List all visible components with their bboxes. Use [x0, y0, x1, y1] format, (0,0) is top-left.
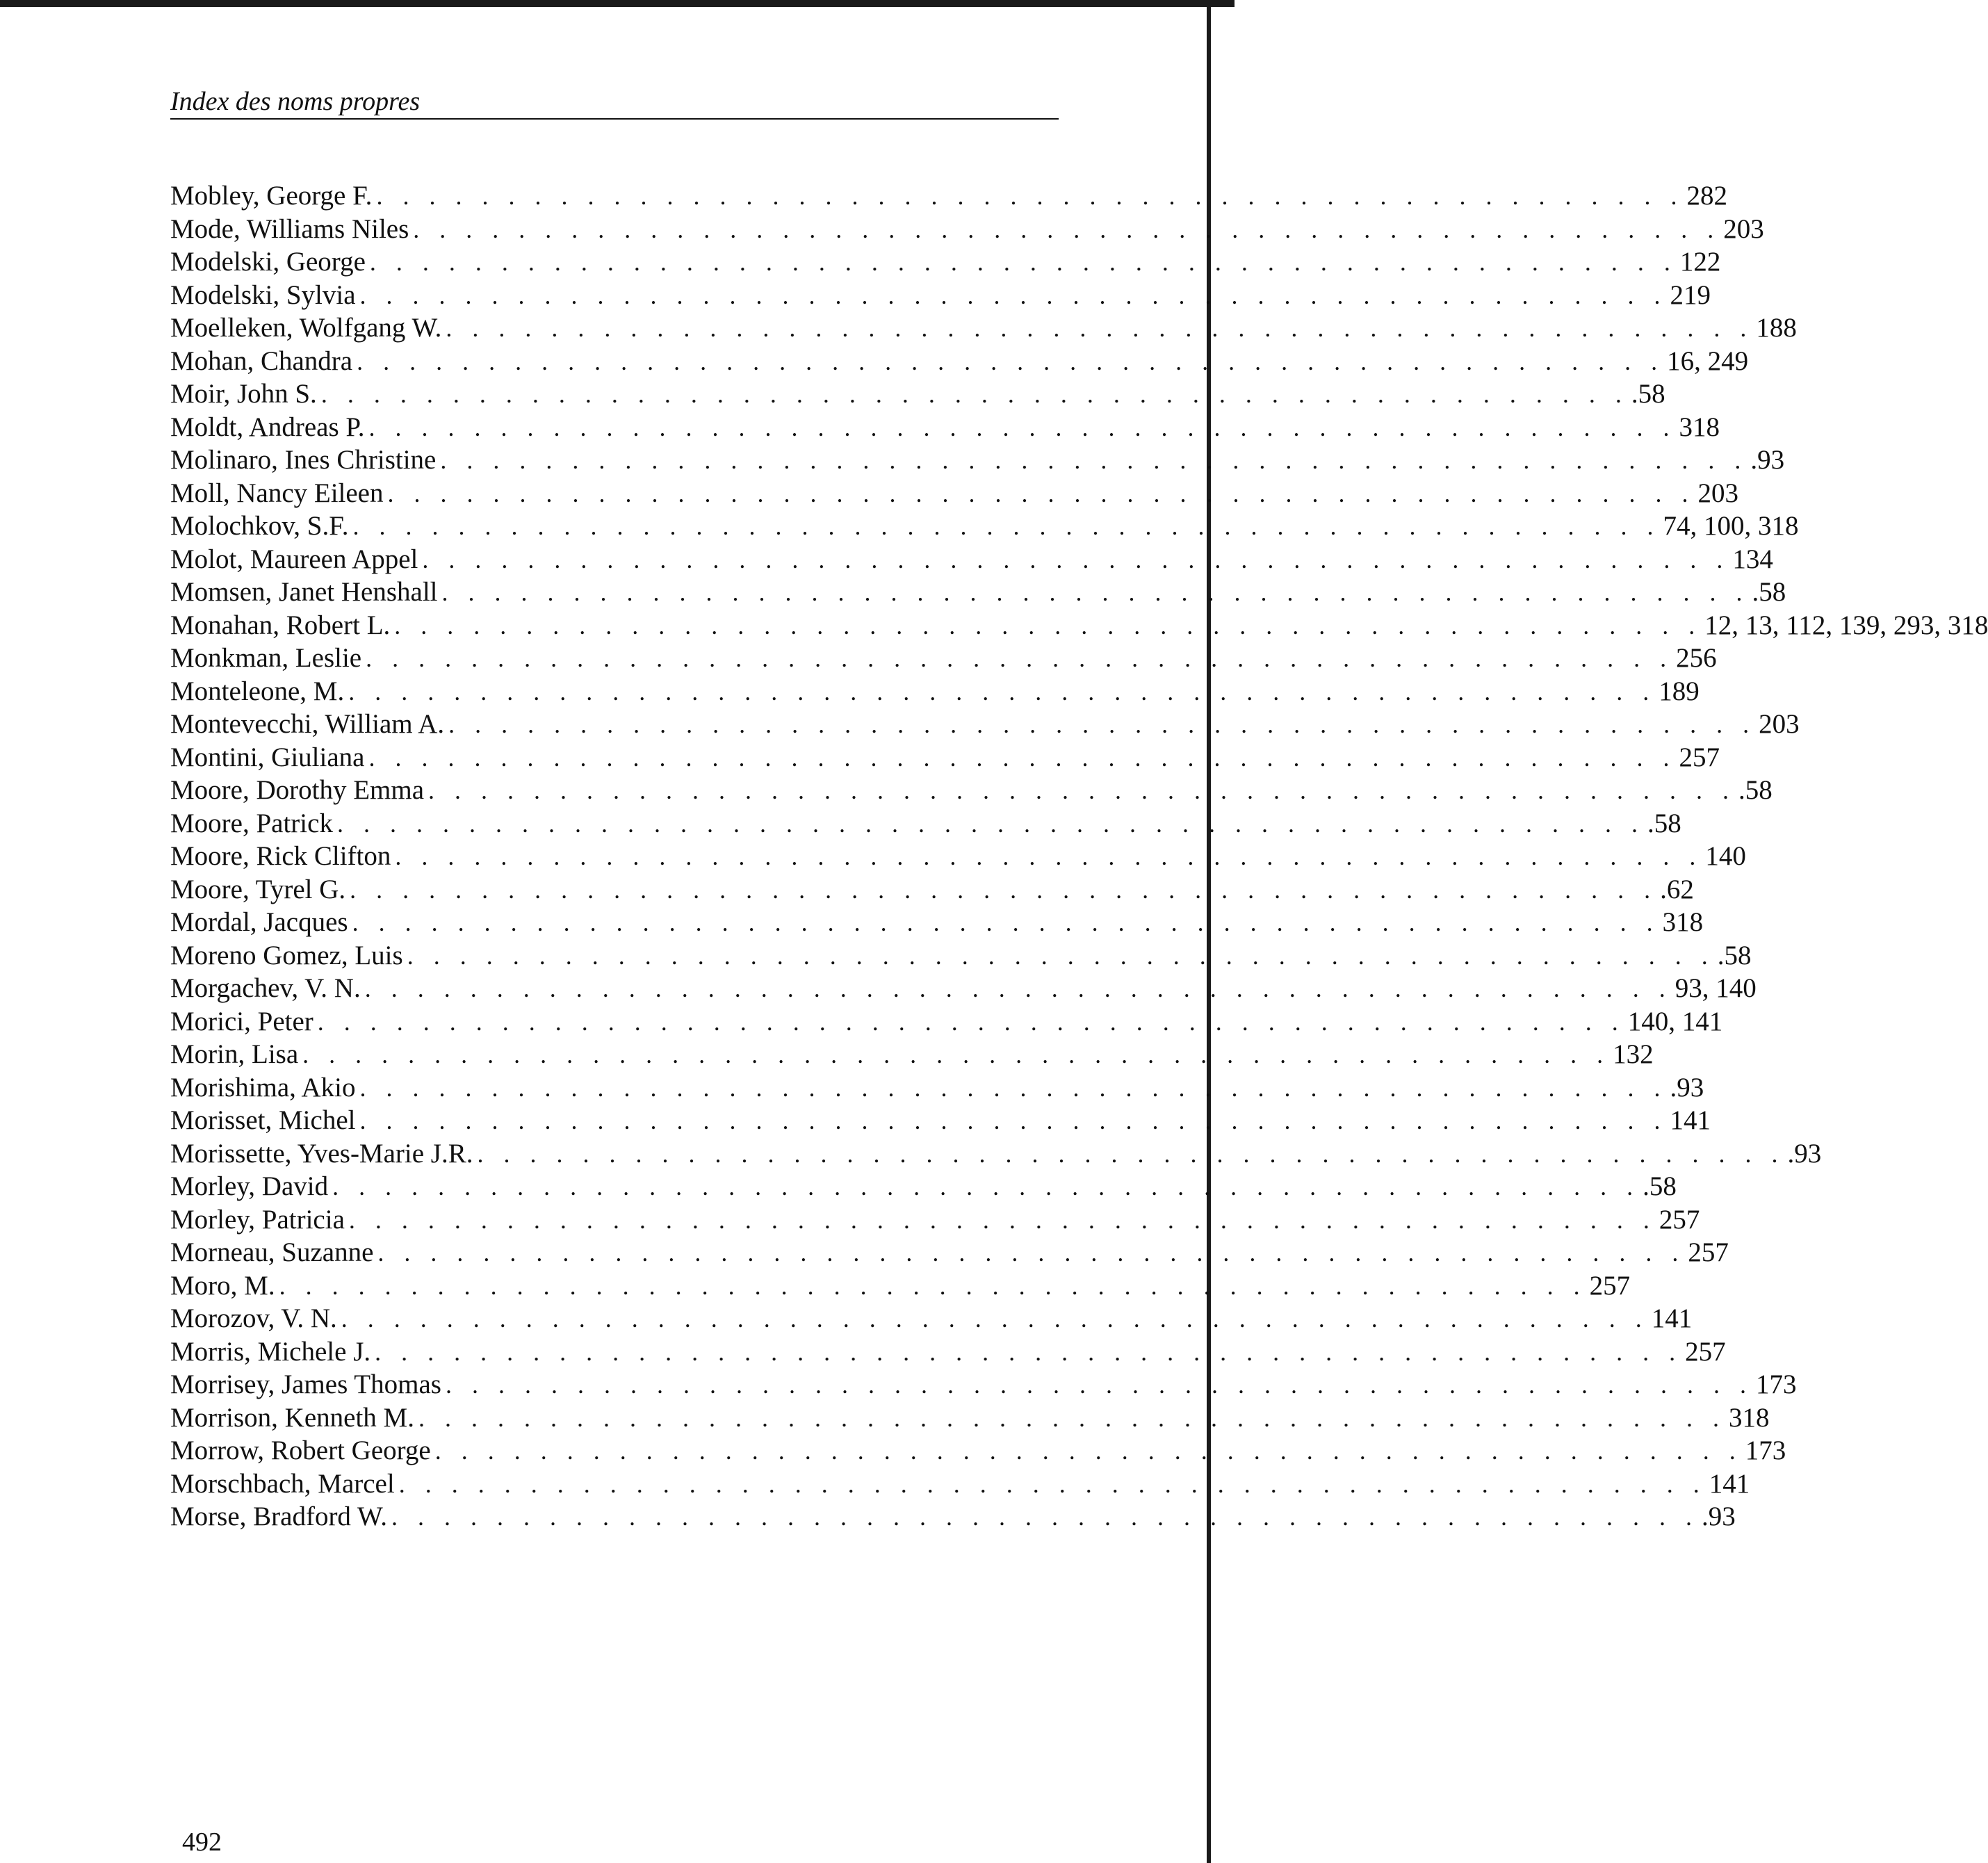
entry-pages: 173: [1755, 1369, 1797, 1399]
index-entry: [170, 1137, 1822, 1171]
dot-leader: . . . . . . . . . . . . . . . . . . . . . . . . . . . . . . . . . . . . . . . . . . . . . . . . . .: [302, 1041, 1611, 1068]
entry-name: Morgachev, V. N.: [170, 973, 361, 1003]
entry-pages: .58: [1643, 1171, 1677, 1201]
entry-name: Morneau, Suzanne: [170, 1237, 374, 1267]
entry-pages: 140: [1705, 841, 1746, 871]
entry-pages: 256: [1676, 643, 1717, 673]
entry-name: Morrow, Robert George: [170, 1435, 431, 1465]
index-entry: [170, 1335, 1726, 1369]
index-entry: [170, 1500, 1736, 1533]
entry-pages: 257: [1659, 1204, 1700, 1235]
entry-name: Morici, Peter: [170, 1006, 313, 1036]
entry-pages: 257: [1685, 1336, 1726, 1367]
index-entry: [170, 1434, 1786, 1467]
index-entry: [170, 1203, 1700, 1237]
entry-name: Mohan, Chandra: [170, 345, 353, 376]
index-entry: [170, 1368, 1797, 1401]
index-entry: [170, 1104, 1711, 1137]
dot-leader: . . . . . . . . . . . . . . . . . . . . . . . . . . . . . . . . . . . . . . . . . . . . . . . . . .: [445, 1371, 1753, 1399]
entry-name: Morozov, V. N.: [170, 1303, 337, 1333]
entry-name: Morissette, Yves-Marie J.R.: [170, 1138, 473, 1169]
entry-name: Moir, John S.: [170, 379, 317, 409]
dot-leader: . . . . . . . . . . . . . . . . . . . . . . . . . . . . . . . . . . . . . . . . . . . . . . . . . .: [391, 1503, 1699, 1531]
entry-pages: 318: [1728, 1402, 1770, 1433]
entry-pages: 189: [1659, 676, 1700, 706]
index-entry: [170, 675, 1700, 708]
index-list: [170, 179, 1988, 1533]
dot-leader: . . . . . . . . . . . . . . . . . . . . . . . . . . . . . . . . . . . . . . . . . . . . . . . . . .: [359, 1073, 1668, 1102]
entry-pages: 140, 141: [1627, 1006, 1723, 1036]
index-entry: [170, 741, 1720, 774]
dot-leader: . . . . . . . . . . . . . . . . . . . . . . . . . . . . . . . . . . . . . . . . . . . . . . . . . .: [368, 413, 1677, 441]
dot-leader: . . . . . . . . . . . . . . . . . . . . . . . . . . . . . . . . . . . . . . . . . . . . . . . . . .: [377, 1239, 1686, 1267]
index-entry: [170, 840, 1746, 873]
index-entry: [170, 543, 1773, 576]
entry-name: Montevecchi, William A.: [170, 709, 445, 739]
entry-name: Modelski, Sylvia: [170, 279, 356, 310]
entry-pages: 257: [1688, 1237, 1729, 1267]
index-entry: [170, 1269, 1631, 1303]
index-entry: [170, 279, 1711, 312]
index-entry: [170, 1005, 1723, 1039]
entry-pages: 203: [1697, 478, 1738, 508]
dot-leader: . . . . . . . . . . . . . . . . . . . . . . . . . . . . . . . . . . . . . . . . . . . . . . . . . .: [375, 1337, 1683, 1366]
entry-pages: 173: [1745, 1435, 1786, 1465]
entry-name: Molinaro, Ines Christine: [170, 445, 437, 475]
dot-leader: . . . . . . . . . . . . . . . . . . . . . . . . . . . . . . . . . . . . . . . . . . . . . . . . . .: [352, 512, 1661, 540]
dot-leader: . . . . . . . . . . . . . . . . . . . . . . . . . . . . . . . . . . . . . . . . . . . . . . . . . .: [369, 248, 1677, 276]
entry-pages: 188: [1756, 313, 1797, 343]
dot-leader: . . . . . . . . . . . . . . . . . . . . . . . . . . . . . . . . . . . . . . . . . . . . . . . . . .: [341, 1305, 1649, 1333]
index-entry: [170, 1302, 1693, 1335]
entry-pages: 257: [1679, 742, 1720, 772]
dot-leader: . . . . . . . . . . . . . . . . . . . . . . . . . . . . . . . . . . . . . . . . . . . . . . . . . .: [376, 182, 1684, 210]
entry-pages: 12, 13, 112, 139, 293, 318: [1704, 610, 1988, 640]
entry-pages: .58: [1717, 940, 1752, 970]
index-entry: [170, 179, 1727, 213]
dot-leader: . . . . . . . . . . . . . . . . . . . . . . . . . . . . . . . . . . . . . . . . . . . . . . . . . .: [440, 446, 1748, 474]
running-head-title: Index des noms propres: [170, 87, 421, 116]
index-entry: [170, 311, 1797, 345]
entry-name: Morschbach, Marcel: [170, 1468, 395, 1499]
entry-pages: .58: [1752, 577, 1786, 607]
index-entry: [170, 1170, 1677, 1203]
entry-name: Moreno Gomez, Luis: [170, 940, 403, 970]
dot-leader: . . . . . . . . . . . . . . . . . . . . . . . . . . . . . . . . . . . . . . . . . . . . . . . . . .: [428, 776, 1736, 804]
entry-name: Monahan, Robert L.: [170, 610, 391, 640]
entry-pages: 93, 140: [1675, 973, 1757, 1003]
index-entry: [170, 807, 1681, 840]
dot-leader: . . . . . . . . . . . . . . . . . . . . . . . . . . . . . . . . . . . . . . . . . . . . . . . . . .: [350, 875, 1658, 904]
entry-pages: 134: [1732, 544, 1773, 574]
entry-name: Mode, Williams Niles: [170, 213, 409, 244]
index-entry: [170, 1401, 1770, 1435]
index-entry: [170, 1071, 1704, 1105]
dot-leader: . . . . . . . . . . . . . . . . . . . . . . . . . . . . . . . . . . . . . . . . . . . . . . . . . .: [352, 909, 1660, 936]
scan-top-border: [0, 0, 1235, 7]
index-entry: [170, 1467, 1750, 1501]
index-entry: [170, 576, 1786, 609]
entry-pages: 132: [1613, 1039, 1654, 1069]
entry-name: Morris, Michele J.: [170, 1336, 371, 1367]
dot-leader: . . . . . . . . . . . . . . . . . . . . . . . . . . . . . . . . . . . . . . . . . . . . . . . . . .: [448, 710, 1757, 738]
entry-pages: .62: [1660, 874, 1694, 904]
dot-leader: . . . . . . . . . . . . . . . . . . . . . . . . . . . . . . . . . . . . . . . . . . . . . . . . . .: [332, 1173, 1640, 1201]
entry-name: Morrisey, James Thomas: [170, 1369, 441, 1399]
dot-leader: . . . . . . . . . . . . . . . . . . . . . . . . . . . . . . . . . . . . . . . . . . . . . . . . . .: [395, 843, 1703, 870]
dot-leader: . . . . . . . . . . . . . . . . . . . . . . . . . . . . . . . . . . . . . . . . . . . . . . . . . .: [441, 578, 1750, 606]
entry-name: Montini, Giuliana: [170, 742, 365, 772]
entry-pages: 74, 100, 318: [1663, 511, 1799, 541]
entry-name: Monkman, Leslie: [170, 643, 362, 673]
entry-name: Moore, Tyrel G.: [170, 874, 346, 904]
index-entry: [170, 477, 1738, 510]
entry-pages: 318: [1679, 412, 1720, 442]
entry-name: Morley, Patricia: [170, 1204, 345, 1235]
entry-name: Morishima, Akio: [170, 1072, 356, 1103]
dot-leader: . . . . . . . . . . . . . . . . . . . . . . . . . . . . . . . . . . . . . . . . . . . . . . . . . .: [320, 380, 1629, 408]
entry-name: Mobley, George F.: [170, 181, 373, 211]
entry-name: Momsen, Janet Henshall: [170, 577, 438, 607]
entry-name: Moll, Nancy Eileen: [170, 478, 384, 508]
index-entry: [170, 906, 1704, 939]
dot-leader: . . . . . . . . . . . . . . . . . . . . . . . . . . . . . . . . . . . . . . . . . . . . . . . . . .: [387, 479, 1695, 507]
dot-leader: . . . . . . . . . . . . . . . . . . . . . . . . . . . . . . . . . . . . . . . . . . . . . . . . . .: [336, 809, 1645, 838]
dot-leader: . . . . . . . . . . . . . . . . . . . . . . . . . . . . . . . . . . . . . . . . . . . . . . . . . .: [364, 975, 1672, 1002]
entry-pages: 141: [1709, 1468, 1750, 1499]
entry-pages: 282: [1686, 181, 1727, 211]
dot-leader: . . . . . . . . . . . . . . . . . . . . . . . . . . . . . . . . . . . . . . . . . . . . . . . . . .: [357, 347, 1665, 375]
index-entry: [170, 345, 1749, 378]
entry-name: Moldt, Andreas P.: [170, 412, 365, 442]
entry-name: Moore, Rick Clifton: [170, 841, 391, 871]
entry-pages: 16, 249: [1667, 345, 1749, 376]
entry-pages: .58: [1738, 775, 1773, 805]
entry-name: Moro, M.: [170, 1270, 275, 1301]
running-head: [170, 85, 1059, 120]
entry-pages: 141: [1651, 1303, 1693, 1333]
entry-name: Mordal, Jacques: [170, 907, 348, 937]
dot-leader: . . . . . . . . . . . . . . . . . . . . . . . . . . . . . . . . . . . . . . . . . . . . . . . . . .: [418, 1404, 1726, 1432]
dot-leader: . . . . . . . . . . . . . . . . . . . . . . . . . . . . . . . . . . . . . . . . . . . . . . . . . .: [407, 941, 1715, 970]
dot-leader: . . . . . . . . . . . . . . . . . . . . . . . . . . . . . . . . . . . . . . . . . . . . . . . . . .: [394, 611, 1702, 640]
entry-pages: .93: [1750, 445, 1785, 475]
entry-name: Monteleone, M.: [170, 676, 345, 706]
entry-name: Molochkov, S.F.: [170, 511, 349, 541]
dot-leader: . . . . . . . . . . . . . . . . . . . . . . . . . . . . . . . . . . . . . . . . . . . . . . . . . .: [279, 1271, 1587, 1300]
index-entry: [170, 972, 1757, 1005]
dot-leader: . . . . . . . . . . . . . . . . . . . . . . . . . . . . . . . . . . . . . . . . . . . . . . . . . .: [434, 1437, 1743, 1465]
dot-leader: . . . . . . . . . . . . . . . . . . . . . . . . . . . . . . . . . . . . . . . . . . . . . . . . . .: [366, 644, 1674, 672]
entry-name: Moore, Patrick: [170, 808, 333, 838]
entry-pages: 219: [1670, 279, 1711, 310]
index-entry: [170, 245, 1721, 279]
entry-name: Morin, Lisa: [170, 1039, 299, 1069]
entry-pages: 203: [1759, 709, 1800, 739]
dot-leader: . . . . . . . . . . . . . . . . . . . . . . . . . . . . . . . . . . . . . . . . . . . . . . . . . .: [348, 1205, 1656, 1234]
dot-leader: . . . . . . . . . . . . . . . . . . . . . . . . . . . . . . . . . . . . . . . . . . . . . . . . . .: [368, 743, 1677, 772]
entry-pages: .58: [1631, 379, 1665, 409]
entry-pages: 141: [1670, 1105, 1711, 1135]
entry-pages: 318: [1662, 907, 1704, 937]
entry-name: Morrison, Kenneth M.: [170, 1402, 414, 1433]
entry-pages: 122: [1679, 247, 1721, 277]
dot-leader: . . . . . . . . . . . . . . . . . . . . . . . . . . . . . . . . . . . . . . . . . . . . . . . . . .: [477, 1139, 1785, 1168]
entry-pages: 257: [1589, 1270, 1631, 1301]
entry-pages: .93: [1701, 1502, 1736, 1531]
index-entry: [170, 642, 1717, 675]
dot-leader: . . . . . . . . . . . . . . . . . . . . . . . . . . . . . . . . . . . . . . . . . . . . . . . . . .: [422, 545, 1730, 573]
index-entry: [170, 444, 1785, 477]
entry-pages: 203: [1723, 213, 1764, 244]
index-entry: [170, 939, 1752, 973]
page-number: 492: [182, 1828, 222, 1857]
dot-leader: . . . . . . . . . . . . . . . . . . . . . . . . . . . . . . . . . . . . . . . . . . . . . . . . . .: [348, 677, 1656, 706]
entry-name: Molot, Maureen Appel: [170, 544, 418, 574]
entry-name: Moore, Dorothy Emma: [170, 775, 425, 805]
entry-pages: .93: [1787, 1138, 1822, 1169]
dot-leader: . . . . . . . . . . . . . . . . . . . . . . . . . . . . . . . . . . . . . . . . . . . . . . . . . .: [446, 314, 1754, 342]
entry-name: Morisset, Michel: [170, 1105, 356, 1135]
index-entry: [170, 213, 1764, 246]
entry-name: Moelleken, Wolfgang W.: [170, 313, 442, 343]
index-entry: [170, 1038, 1654, 1071]
index-entry: [170, 377, 1665, 411]
entry-name: Modelski, George: [170, 247, 366, 277]
dot-leader: . . . . . . . . . . . . . . . . . . . . . . . . . . . . . . . . . . . . . . . . . . . . . . . . . .: [359, 281, 1668, 309]
dot-leader: . . . . . . . . . . . . . . . . . . . . . . . . . . . . . . . . . . . . . . . . . . . . . . . . . .: [359, 1107, 1668, 1134]
dot-leader: . . . . . . . . . . . . . . . . . . . . . . . . . . . . . . . . . . . . . . . . . . . . . . . . . .: [398, 1470, 1706, 1498]
entry-name: Morse, Bradford W.: [170, 1502, 387, 1531]
index-entry: [170, 411, 1720, 444]
index-entry: [170, 609, 1988, 642]
index-entry: [170, 873, 1694, 906]
dot-leader: . . . . . . . . . . . . . . . . . . . . . . . . . . . . . . . . . . . . . . . . . . . . . . . . . .: [413, 215, 1721, 243]
index-entry: [170, 1236, 1729, 1269]
index-entry: [170, 708, 1800, 741]
entry-name: Morley, David: [170, 1171, 329, 1201]
index-entry: [170, 774, 1773, 807]
index-entry: [170, 510, 1799, 543]
entry-pages: .93: [1670, 1072, 1704, 1103]
dot-leader: . . . . . . . . . . . . . . . . . . . . . . . . . . . . . . . . . . . . . . . . . . . . . . . . . .: [317, 1007, 1625, 1036]
entry-pages: .58: [1647, 808, 1681, 838]
